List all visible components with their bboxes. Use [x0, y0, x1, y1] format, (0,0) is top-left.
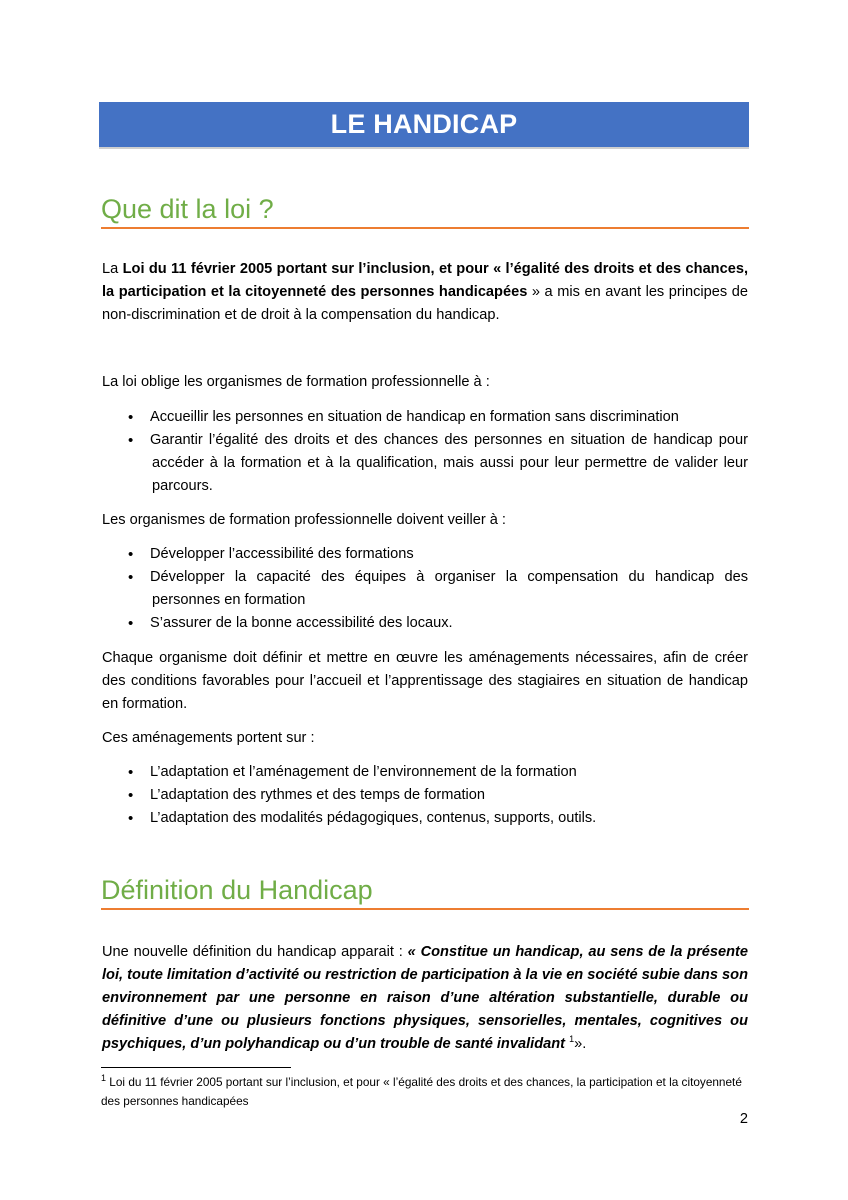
- list-item: • Garantir l’égalité des droits et des chances des personnes en situation de handicap pour accéder à la formation et à la qualification, mais aussi pour leur permettre de valider leur parcours.: [102, 429, 748, 498]
- list-item: • Accueillir les personnes en situation de handicap en formation sans discrimination: [102, 406, 748, 429]
- list-item: • S’assurer de la bonne accessibilité des locaux.: [102, 612, 748, 635]
- list-item: • Développer la capacité des équipes à organiser la compensation du handicap des personnes en formation: [102, 566, 748, 612]
- list-item: • L’adaptation des rythmes et des temps de formation: [102, 784, 748, 807]
- list-item: • L’adaptation et l’aménagement de l’environnement de la formation: [102, 761, 748, 784]
- veiller-list: [102, 543, 748, 635]
- page-number: 2: [739, 1111, 748, 1127]
- banner-title: LE HANDICAP: [330, 109, 518, 139]
- footnote-text: Loi du 11 février 2005 portant sur l’inclusion, et pour « l’égalité des droits et des chances, la participation et la citoyenneté des personnes handicapées: [101, 1075, 742, 1108]
- amenagements-list: [102, 761, 748, 830]
- page-banner: [99, 102, 749, 149]
- definition-quote: « Constitue un handicap, au sens de la présente loi, toute limitation d’activité ou restriction de participation à la vie en société subie dans son environnement par une personne en raison d’une altération substantielle, durable ou définitive d’une ou plusieurs fonctions physiques, sensorielles, mentales, cognitives ou psychiques, d’un polyhandicap ou d’un trouble de santé invalidant: [102, 944, 748, 1052]
- list-item: • Développer l’accessibilité des formations: [102, 543, 748, 566]
- definition-paragraph: Une nouvelle définition du handicap apparait : « Constitue un handicap, au sens de la présente loi, toute limitation d’activité ou restriction de participation à la vie en société subie dans son environnement par une personne en raison d’une altération substantielle, durable ou définitive d’une ou plusieurs fonctions physiques, sensorielles, mentales, cognitives ou psychiques, d’un polyhandicap ou d’un trouble de santé invalidant $^1$».: [102, 944, 748, 1052]
- list-item: • L’adaptation des modalités pédagogiques, contenus, supports, outils.: [102, 807, 748, 830]
- footnote-reference[interactable]: 1: [569, 1034, 575, 1045]
- amenagements-intro: Ces aménagements portent sur :: [102, 730, 315, 746]
- footnote-marker: 1: [101, 1073, 107, 1084]
- chaque-paragraph: Chaque organisme doit définir et mettre en œuvre les aménagements nécessaires, afin de créer des conditions favorables pour l’accueil et l’apprentissage des stagiaires en situation de handicap en formation.: [102, 650, 748, 712]
- veiller-intro: Les organismes de formation professionnelle doivent veiller à :: [102, 512, 506, 528]
- oblige-intro: La loi oblige les organismes de formation professionnelle à :: [102, 374, 490, 390]
- intro-paragraph: La Loi du 11 février 2005 portant sur l’inclusion, et pour « l’égalité des droits et des chances, la participation et la citoyenneté des personnes handicapées » a mis en avant les principes de non-discrimination et de droit à la compensation du handicap.: [102, 261, 748, 323]
- footnote-separator: [101, 1067, 291, 1068]
- law-title: Loi du 11 février 2005 portant sur l’inclusion, et pour « l’égalité des droits et des chances, la participation et la citoyenneté des personnes handicapées: [102, 261, 748, 300]
- section-heading-definition: Définition du Handicap: [101, 874, 749, 910]
- section-heading-loi: Que dit la loi ?: [101, 193, 749, 229]
- footnote: [101, 1073, 749, 1111]
- oblige-list: [102, 406, 748, 498]
